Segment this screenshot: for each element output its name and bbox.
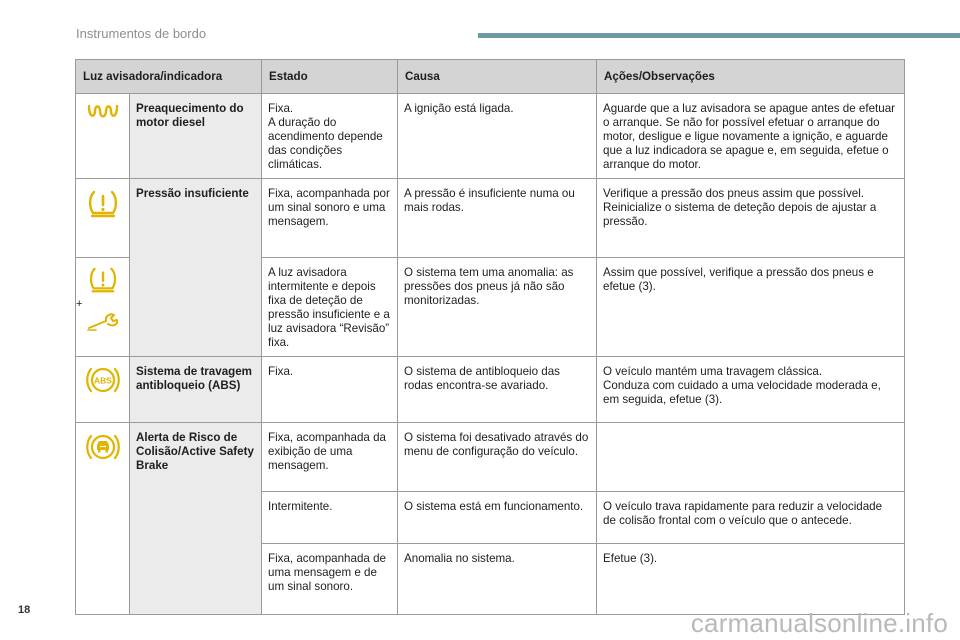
plus-sign: +: [76, 298, 83, 310]
cause-cell: O sistema está em funcionamento.: [398, 492, 597, 544]
actions-cell: Assim que possível, verifique a pressão dos pneus e efetue (3).: [597, 258, 905, 357]
page-header-title: Instrumentos de bordo: [76, 26, 207, 41]
tyre-pressure-icon: [76, 179, 130, 258]
table-row: [76, 179, 905, 258]
state-cell: A luz avisadora intermitente e depois fixa de deteção de pressão insuficiente e a luz avisadora “Revisão” fixa.: [262, 258, 398, 357]
svg-text:ABS: ABS: [93, 375, 112, 386]
cause-cell: Anomalia no sistema.: [398, 544, 597, 615]
indicator-name: Sistema de travagem antibloqueio (ABS): [130, 357, 262, 423]
cause-cell: O sistema tem uma anomalia: as pressões dos pneus já não são monitorizadas.: [398, 258, 597, 357]
actions-cell: [597, 179, 905, 258]
actions-text: O veículo mantém uma travagem clássica. Conduza com cuidado a uma velocidade moderada e, em seguida, efetue (3).: [603, 365, 881, 406]
table-header-row: [76, 60, 905, 94]
collision-alert-icon: [76, 423, 130, 615]
table-row: [76, 94, 905, 179]
actions-cell: [597, 357, 905, 423]
header-indicator: Luz avisadora/indicadora: [76, 60, 262, 94]
actions-cell: [597, 423, 905, 492]
header-accent-bar: [478, 33, 960, 38]
page-number: 18: [18, 604, 31, 616]
abs-icon: [76, 357, 130, 423]
state-cell: [262, 94, 398, 179]
tyre-pressure-icon: [87, 266, 119, 294]
state-cell: Fixa, acompanhada de uma mensagem e de um sinal sonoro.: [262, 544, 398, 615]
state-text: Fixa. A duração do acendimento depende das condições climáticas.: [268, 102, 383, 171]
table-row: [76, 357, 905, 423]
cause-cell: O sistema de antibloqueio das rodas encontra-se avariado.: [398, 357, 597, 423]
actions-cell: O veículo trava rapidamente para reduzir a velocidade de colisão frontal com o veículo que o antecede.: [597, 492, 905, 544]
indicator-name: Pressão insuficiente: [130, 179, 262, 357]
state-cell: Fixa, acompanhada por um sinal sonoro e uma mensagem.: [262, 179, 398, 258]
state-cell: Fixa.: [262, 357, 398, 423]
header-cause: Causa: [398, 60, 597, 94]
cause-cell: A pressão é insuficiente numa ou mais rodas.: [398, 179, 597, 258]
warning-lights-table: [75, 59, 905, 615]
indicator-name: Alerta de Risco de Colisão/Active Safety Brake: [130, 423, 262, 615]
glow-plug-icon: [76, 94, 130, 179]
state-cell: Intermitente.: [262, 492, 398, 544]
header-actions: Ações/Observações: [597, 60, 905, 94]
cause-cell: A ignição está ligada.: [398, 94, 597, 179]
tyre-pressure-service-icon: [76, 258, 130, 357]
table-row: [76, 423, 905, 492]
header-state: Estado: [262, 60, 398, 94]
actions-cell: Aguarde que a luz avisadora se apague antes de efetuar o arranque. Se não for possível efetuar o arranque do motor, desligue e ligue novamente a ignição, e aguarde que a luz indicadora se apague e, em seguida, efetue o arranque do motor.: [597, 94, 905, 179]
actions-cell: Efetue (3).: [597, 544, 905, 615]
watermark: carmanualsonline.info: [690, 608, 948, 638]
actions-text: Verifique a pressão dos pneus assim que possível. Reinicialize o sistema de deteção depois de ajustar a pressão.: [603, 187, 877, 228]
state-cell: Fixa, acompanhada da exibição de uma mensagem.: [262, 423, 398, 492]
indicator-name: Preaquecimento do motor diesel: [130, 94, 262, 179]
cause-cell: O sistema foi desativado através do menu de configuração do veículo.: [398, 423, 597, 492]
wrench-icon: [86, 312, 120, 332]
